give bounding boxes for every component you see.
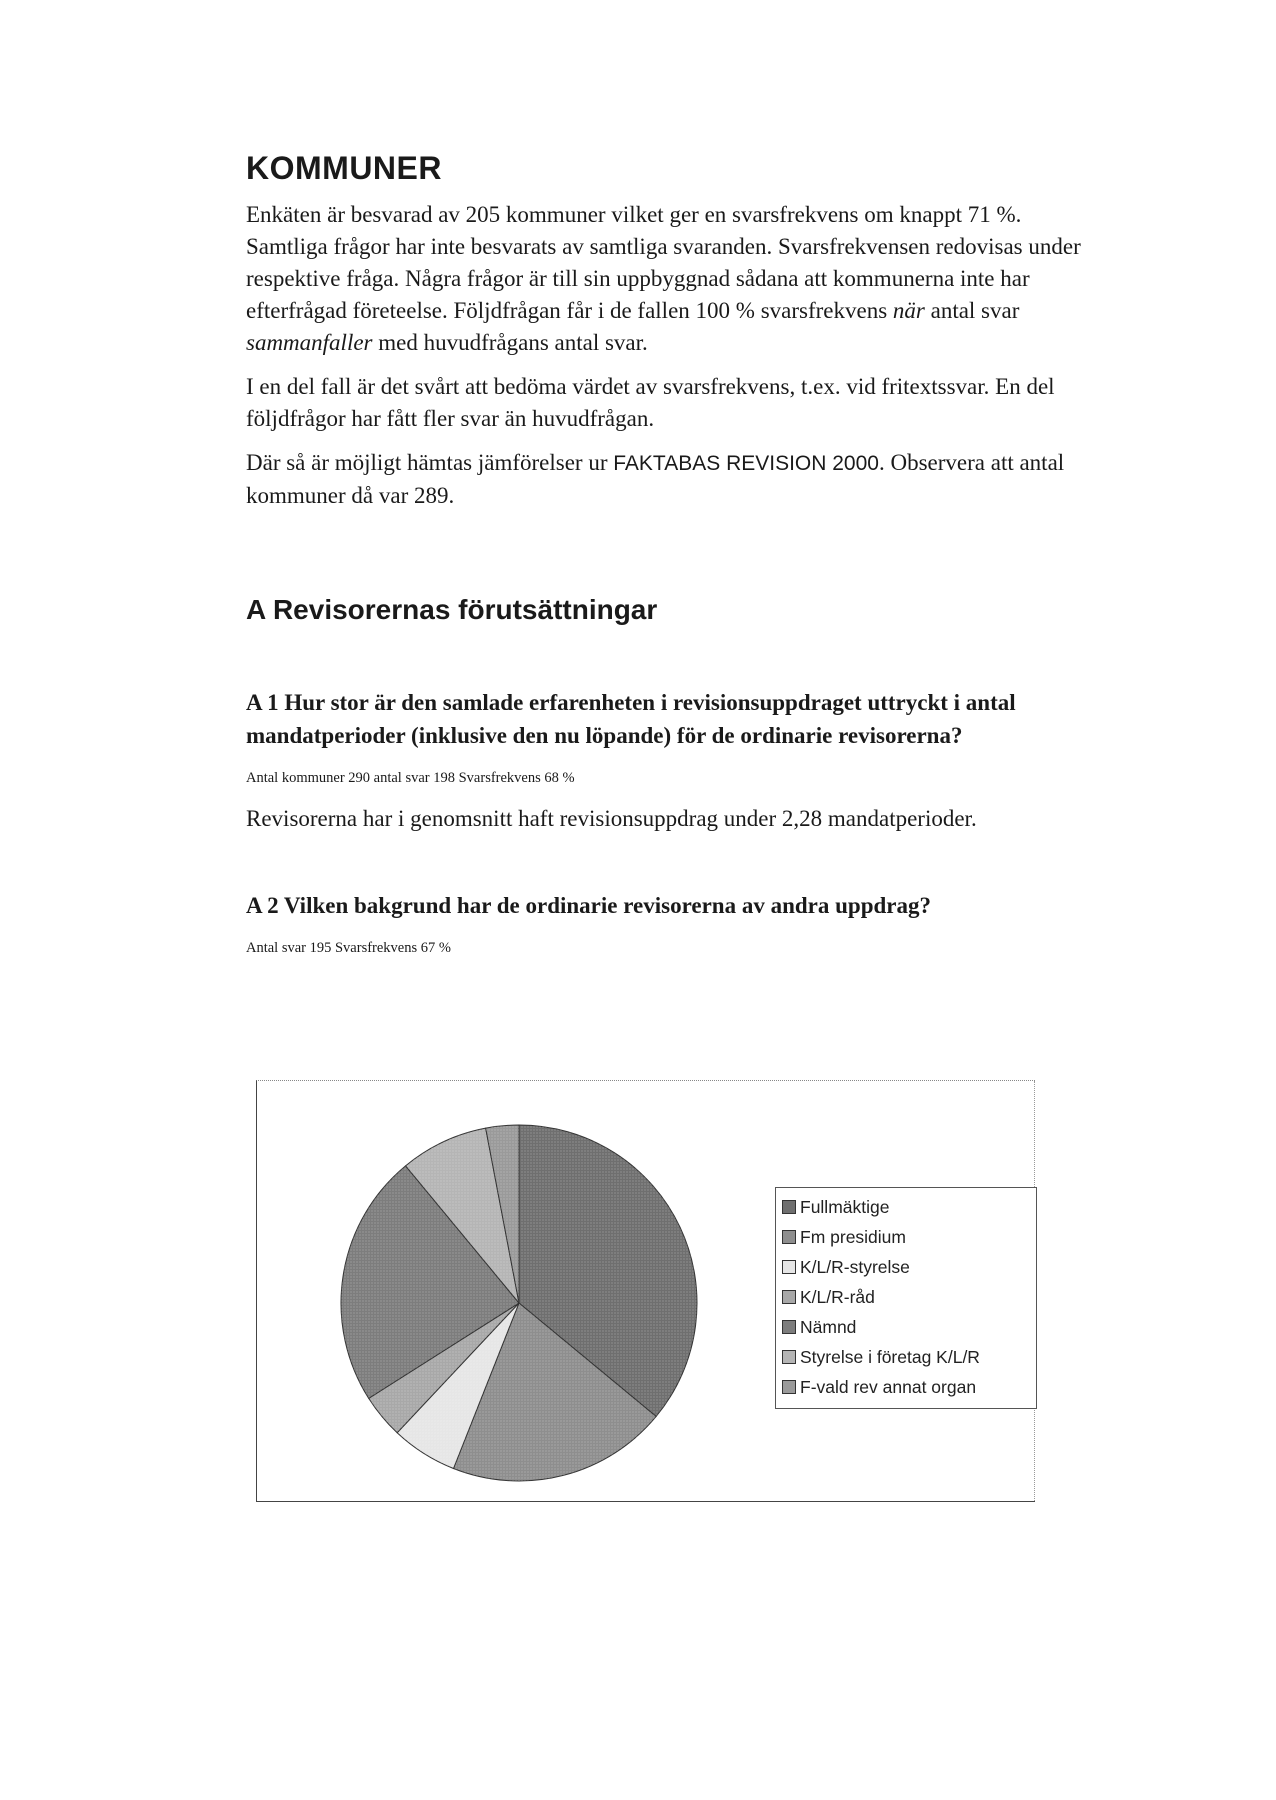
question-a1-answer: Revisorerna har i genomsnitt haft revisionsuppdrag under 2,28 mandatperioder. <box>246 806 977 831</box>
intro-text: Enkäten är besvarad av 205 kommuner vilket ger en svarsfrekvens om knappt 71 %. Samtliga frågor har inte besvarats av samtliga svaranden. Svarsfrekvensen redovisas under respektive fråga. Några frågor är till sin uppbyggnad sådana att kommunerna inte har efterfrågad företeelse. Följdfrågan får i de fallen 100 % svarsfrekvens <box>246 202 1081 323</box>
intro-paragraph-2: I en del fall är det svårt att bedöma värdet av svarsfrekvens, t.ex. vid fritextssvar. En del följdfrågor har fått fler svar än huvudfrågan. <box>246 374 1055 431</box>
legend-swatch <box>782 1230 796 1244</box>
legend-item <box>782 1372 1032 1402</box>
legend-item <box>782 1252 1032 1282</box>
pie-chart-frame <box>256 1080 1035 1502</box>
chart-legend <box>775 1187 1037 1409</box>
legend-label: Styrelse i företag K/L/R <box>800 1346 980 1367</box>
legend-label: K/L/R-styrelse <box>800 1256 910 1277</box>
intro-paragraph-1 <box>246 199 1086 359</box>
legend-swatch <box>782 1320 796 1334</box>
page-title: KOMMUNER <box>246 150 442 186</box>
database-name: FAKTABAS REVISION 2000 <box>613 452 879 475</box>
legend-item <box>782 1222 1032 1252</box>
question-a2: A 2 Vilken bakgrund har de ordinarie revisorerna av andra uppdrag? <box>246 893 932 918</box>
intro-paragraph-3 <box>246 447 1086 512</box>
legend-item <box>782 1192 1032 1222</box>
legend-label: Fm presidium <box>800 1226 906 1247</box>
question-a1: A 1 Hur stor är den samlade erfarenheten i revisionsuppdraget uttryckt i antal mandatperioder (inklusive den nu löpande) för de ordinarie revisorerna? <box>246 690 1016 748</box>
legend-swatch <box>782 1200 796 1214</box>
section-heading: A Revisorernas förutsättningar <box>246 594 658 625</box>
document-page <box>246 150 1086 973</box>
legend-label: Fullmäktige <box>800 1196 890 1217</box>
legend-swatch <box>782 1350 796 1364</box>
legend-swatch <box>782 1380 796 1394</box>
legend-swatch <box>782 1260 796 1274</box>
question-a2-meta: Antal svar 195 Svarsfrekvens 67 % <box>246 940 451 956</box>
intro-text: . Observera att antal kommuner då var 289. <box>246 450 1065 508</box>
legend-swatch <box>782 1290 796 1304</box>
intro-emphasis-1: när <box>892 298 925 323</box>
intro-text: Där så är möjligt hämtas jämförelser ur <box>246 450 614 475</box>
legend-label: F-vald rev annat organ <box>800 1376 977 1397</box>
intro-text: med huvudfrågans antal svar. <box>372 330 648 355</box>
legend-item <box>782 1342 1032 1372</box>
legend-item <box>782 1312 1032 1342</box>
intro-emphasis-2: sammanfaller <box>246 330 373 355</box>
question-a1-meta: Antal kommuner 290 antal svar 198 Svarsfrekvens 68 % <box>246 770 575 786</box>
legend-item <box>782 1282 1032 1312</box>
legend-label: Nämnd <box>800 1316 857 1337</box>
legend-label: K/L/R-råd <box>800 1286 875 1307</box>
intro-text: antal svar <box>924 298 1020 323</box>
